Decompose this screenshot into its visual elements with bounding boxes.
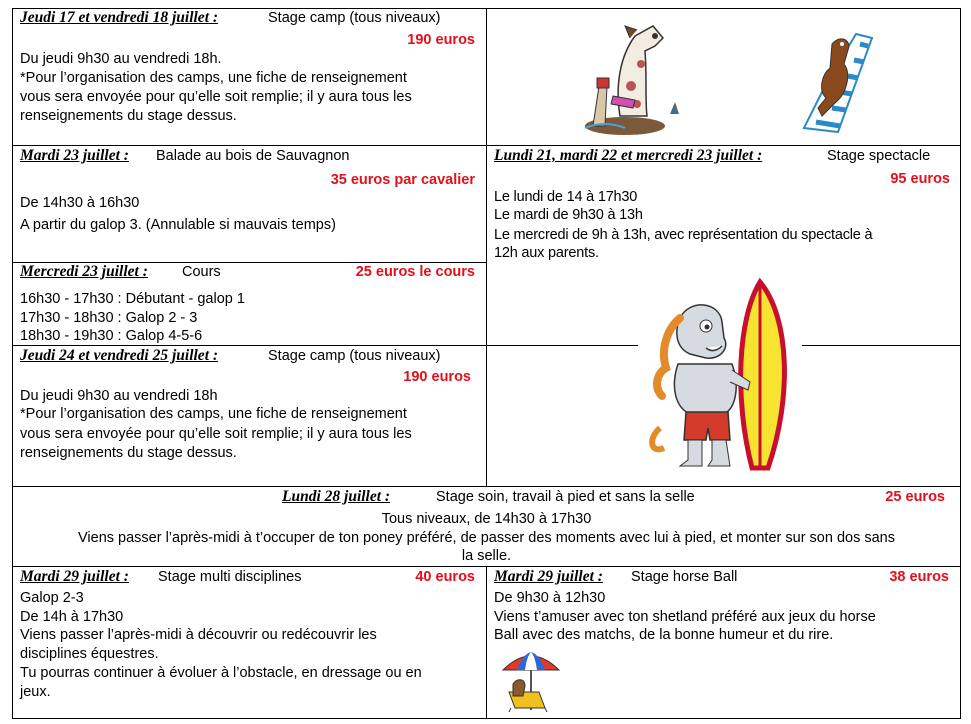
horse-deckchair-icon <box>796 24 886 139</box>
camp2-line: vous sera envoyée pour qu’elle soit remplie; il y aura tous les <box>20 426 412 442</box>
horseball-price: 38 euros <box>889 569 949 585</box>
balade-cell <box>12 145 486 262</box>
table-border-bottom <box>12 718 961 719</box>
camp2-cell <box>12 345 486 486</box>
camp2-title: Stage camp (tous niveaux) <box>268 348 441 364</box>
camp1-line: vous sera envoyée pour qu’elle soit remplie; il y aura tous les <box>20 89 412 105</box>
camp1-heading: Jeudi 17 et vendredi 18 juillet : <box>20 9 219 26</box>
soin-line: Tous niveaux, de 14h30 à 17h30 <box>381 511 592 527</box>
camp1-line: renseignements du stage dessus. <box>20 108 237 124</box>
multi-line: disciplines équestres. <box>20 646 159 662</box>
cours-price: 25 euros le cours <box>355 264 475 280</box>
horse-surfboard-icon <box>640 278 800 474</box>
multi-line: De 14h à 17h30 <box>20 609 124 625</box>
camp2-line: Du jeudi 9h30 au vendredi 18h <box>20 388 218 404</box>
row-divider <box>802 345 961 346</box>
camp2-heading: Jeudi 24 et vendredi 25 juillet : <box>20 347 219 364</box>
spectacle-price: 95 euros <box>890 171 950 187</box>
horse-beach-umbrella-icon <box>499 648 563 712</box>
soin-price: 25 euros <box>885 489 945 505</box>
camp1-line: Du jeudi 9h30 au vendredi 18h. <box>20 51 222 67</box>
soin-cell <box>12 486 961 566</box>
balade-title: Balade au bois de Sauvagnon <box>156 148 350 164</box>
horseball-title: Stage horse Ball <box>631 569 738 585</box>
horseball-heading: Mardi 29 juillet : <box>494 568 603 585</box>
cours-line: 17h30 - 18h30 : Galop 2 - 3 <box>20 310 198 326</box>
horseball-line: Viens t’amuser avec ton shetland préféré aux jeux du horse <box>494 609 876 625</box>
spectacle-line: Le lundi de 14 à 17h30 <box>494 189 638 205</box>
soin-heading: Lundi 28 juillet : <box>282 488 391 505</box>
cours-cell <box>12 262 486 345</box>
camp1-line: *Pour l’organisation des camps, une fiche de renseignement <box>20 70 407 86</box>
camp2-price: 190 euros <box>403 369 471 385</box>
cours-line: 16h30 - 17h30 : Débutant - galop 1 <box>20 291 245 307</box>
multi-line: Viens passer l’après-midi à découvrir ou redécouvrir les <box>20 627 377 643</box>
cours-heading: Mercredi 23 juillet : <box>20 263 148 280</box>
multi-heading: Mardi 29 juillet : <box>20 568 129 585</box>
camp1-price: 190 euros <box>407 32 475 48</box>
multi-line: jeux. <box>20 684 51 700</box>
spectacle-title: Stage spectacle <box>827 148 931 164</box>
spectacle-line: Le mercredi de 9h à 13h, avec représentation du spectacle à <box>494 227 873 243</box>
cours-title: Cours <box>182 264 221 280</box>
spectacle-line: Le mardi de 9h30 à 13h <box>494 207 643 223</box>
row-divider <box>486 345 638 346</box>
camp1-title: Stage camp (tous niveaux) <box>268 10 441 26</box>
soin-line: la selle. <box>461 548 512 564</box>
soin-title: Stage soin, travail à pied et sans la selle <box>436 489 695 505</box>
balade-heading: Mardi 23 juillet : <box>20 147 129 164</box>
spectacle-heading: Lundi 21, mardi 22 et mercredi 23 juillet : <box>494 147 763 164</box>
balade-price: 35 euros par cavalier <box>330 172 475 188</box>
camp1-cell <box>12 8 486 145</box>
camp2-line: *Pour l’organisation des camps, une fiche de renseignement <box>20 406 407 422</box>
horse-mascot-island-icon <box>575 16 685 138</box>
soin-line: Viens passer l’après-midi à t’occuper de ton poney préféré, de passer des moments avec lui à pied, et monter sur son dos sans <box>78 530 895 546</box>
multi-cell <box>12 566 486 718</box>
horseball-line: De 9h30 à 12h30 <box>494 590 606 606</box>
horseball-line: Ball avec des matchs, de la bonne humeur et du rire. <box>494 627 834 643</box>
multi-line: Tu pourras continuer à évoluer à l’obstacle, en dressage ou en <box>20 665 422 681</box>
spectacle-cell <box>486 145 960 262</box>
balade-line: A partir du galop 3. (Annulable si mauvais temps) <box>20 217 336 233</box>
multi-line: Galop 2-3 <box>20 590 84 606</box>
balade-line: De 14h30 à 16h30 <box>20 195 140 211</box>
spectacle-line: 12h aux parents. <box>494 245 599 261</box>
multi-title: Stage multi disciplines <box>158 569 302 585</box>
cours-line: 18h30 - 19h30 : Galop 4-5-6 <box>20 328 203 344</box>
table-border-right <box>960 8 961 719</box>
multi-price: 40 euros <box>415 569 475 585</box>
camp2-line: renseignements du stage dessus. <box>20 445 237 461</box>
